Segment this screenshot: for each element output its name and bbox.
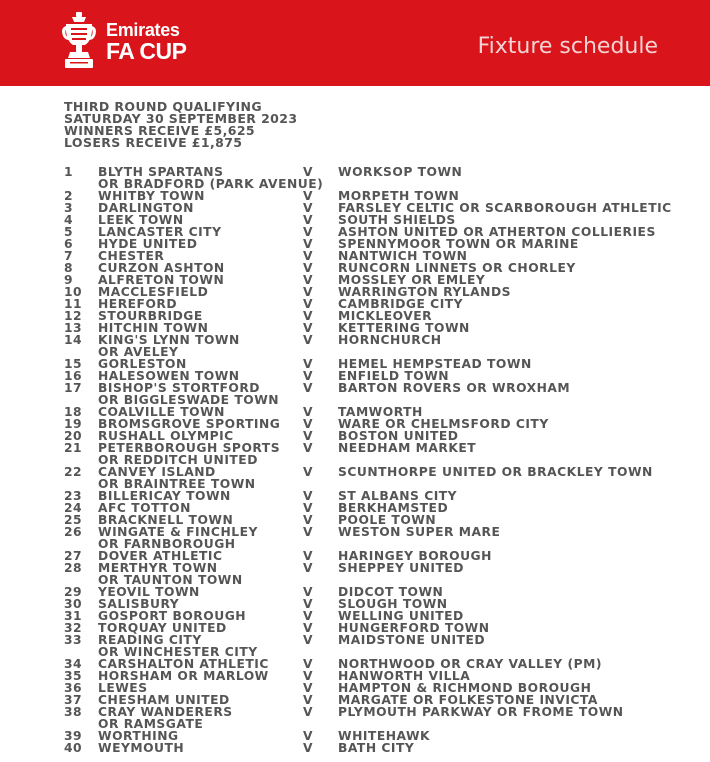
home-team-alternative: OR BRADFORD (PARK AVENUE): [98, 177, 324, 191]
fixture-number: 29: [64, 585, 83, 599]
home-team-name: BRACKNELL TOWN: [98, 513, 234, 527]
away-team: HANWORTH VILLA: [338, 669, 471, 683]
fixture-number: 37: [64, 693, 83, 707]
fixture-number: 13: [64, 321, 83, 335]
home-team-alternative: OR TAUNTON TOWN: [98, 573, 243, 587]
home-team-name: WINGATE & FINCHLEY: [98, 525, 258, 539]
home-team-alternative: OR BIGGLESWADE TOWN: [98, 393, 280, 407]
fixture-number: 38: [64, 705, 83, 719]
fa-cup-trophy-icon: [62, 12, 96, 70]
fixture-number: 8: [64, 261, 74, 275]
fixture-number: 14: [64, 333, 83, 347]
home-team-name: WEYMOUTH: [98, 741, 185, 755]
home-team-name: HEREFORD: [98, 297, 178, 311]
home-team-name: YEOVIL TOWN: [98, 585, 200, 599]
versus-label: V: [303, 741, 314, 755]
fixture-number: 26: [64, 525, 83, 539]
home-team-name: MERTHYR TOWN: [98, 561, 218, 575]
versus-label: V: [303, 657, 314, 671]
fixture-list: [64, 166, 704, 754]
home-team-name: RUSHALL OLYMPIC: [98, 429, 234, 443]
versus-label: V: [303, 165, 314, 179]
versus-label: V: [303, 273, 314, 287]
losers-prize: LOSERS RECEIVE £1,875: [64, 135, 243, 150]
versus-label: V: [303, 249, 314, 263]
home-team-name: HYDE UNITED: [98, 237, 198, 251]
home-team-name: BLYTH SPARTANS: [98, 165, 224, 179]
home-team: [98, 334, 240, 358]
brand-sponsor: Emirates: [106, 20, 180, 40]
fixture-number: 35: [64, 669, 83, 683]
away-team: WELLING UNITED: [338, 609, 464, 623]
away-team: ST ALBANS CITY: [338, 489, 458, 503]
away-team: NORTHWOOD OR CRAY VALLEY (PM): [338, 657, 602, 671]
fixture-number: 11: [64, 297, 83, 311]
away-team: NEEDHAM MARKET: [338, 441, 477, 455]
fixture-number: 23: [64, 489, 83, 503]
fixture-number: 39: [64, 729, 83, 743]
winners-prize: WINNERS RECEIVE £5,625: [64, 123, 256, 138]
home-team-name: GORLESTON: [98, 357, 187, 371]
home-team-name: READING CITY: [98, 633, 202, 647]
away-team: DIDCOT TOWN: [338, 585, 444, 599]
away-team: SCUNTHORPE UNITED OR BRACKLEY TOWN: [338, 465, 653, 479]
away-team: KETTERING TOWN: [338, 321, 470, 335]
away-team: WORKSOP TOWN: [338, 165, 463, 179]
home-team-name: CRAY WANDERERS: [98, 705, 233, 719]
away-team: BARTON ROVERS OR WROXHAM: [338, 381, 571, 395]
fixture-number: 10: [64, 285, 83, 299]
versus-label: V: [303, 609, 314, 623]
fixture-row: [64, 382, 704, 406]
fixture-number: 3: [64, 201, 74, 215]
versus-label: V: [303, 429, 314, 443]
away-team: HEMEL HEMPSTEAD TOWN: [338, 357, 532, 371]
fixture-number: 18: [64, 405, 83, 419]
versus-label: V: [303, 501, 314, 515]
fixture-number: 22: [64, 465, 83, 479]
versus-label: V: [303, 561, 314, 575]
away-team: ENFIELD TOWN: [338, 369, 450, 383]
versus-label: V: [303, 225, 314, 239]
home-team-name: CANVEY ISLAND: [98, 465, 216, 479]
fixture-number: 1: [64, 165, 74, 179]
home-team-name: BROMSGROVE SPORTING: [98, 417, 281, 431]
versus-label: V: [303, 285, 314, 299]
versus-label: V: [303, 417, 314, 431]
home-team: [98, 562, 243, 586]
fixture-number: 33: [64, 633, 83, 647]
fixture-number: 25: [64, 513, 83, 527]
home-team-name: GOSPORT BOROUGH: [98, 609, 247, 623]
fixture-row: [64, 562, 704, 586]
away-team: BOSTON UNITED: [338, 429, 459, 443]
versus-label: V: [303, 489, 314, 503]
away-team: WHITEHAWK: [338, 729, 431, 743]
fixture-row: [64, 634, 704, 658]
home-team-name: ALFRETON TOWN: [98, 273, 225, 287]
away-team: SOUTH SHIELDS: [338, 213, 456, 227]
home-team-name: WHITBY TOWN: [98, 189, 205, 203]
away-team: HUNGERFORD TOWN: [338, 621, 490, 635]
fixture-number: 9: [64, 273, 74, 287]
away-team: MORPETH TOWN: [338, 189, 460, 203]
away-team: MICKLEOVER: [338, 309, 433, 323]
away-team: SHEPPEY UNITED: [338, 561, 465, 575]
fixture-row: [64, 742, 704, 754]
away-team: BERKHAMSTED: [338, 501, 449, 515]
versus-label: V: [303, 729, 314, 743]
versus-label: V: [303, 201, 314, 215]
away-team: PLYMOUTH PARKWAY OR FROME TOWN: [338, 705, 624, 719]
home-team-alternative: OR RAMSGATE: [98, 717, 204, 731]
versus-label: V: [303, 705, 314, 719]
fixture-number: 24: [64, 501, 83, 515]
home-team-name: SALISBURY: [98, 597, 180, 611]
fixture-row: [64, 466, 704, 490]
home-team-name: HALESOWEN TOWN: [98, 369, 240, 383]
versus-label: V: [303, 213, 314, 227]
fixture-number: 19: [64, 417, 83, 431]
fixture-row: [64, 166, 704, 190]
versus-label: V: [303, 189, 314, 203]
versus-label: V: [303, 465, 314, 479]
versus-label: V: [303, 597, 314, 611]
home-team-name: WORTHING: [98, 729, 179, 743]
fixture-number: 15: [64, 357, 83, 371]
home-team-alternative: OR REDDITCH UNITED: [98, 453, 258, 467]
away-team: HAMPTON & RICHMOND BOROUGH: [338, 681, 592, 695]
fixture-number: 21: [64, 441, 83, 455]
versus-label: V: [303, 549, 314, 563]
fixture-number: 40: [64, 741, 83, 755]
home-team-name: TORQUAY UNITED: [98, 621, 227, 635]
round-name: THIRD ROUND QUALIFYING: [64, 99, 263, 114]
home-team-name: MACCLESFIELD: [98, 285, 209, 299]
page-title: Fixture schedule: [477, 34, 658, 59]
away-team: RUNCORN LINNETS OR CHORLEY: [338, 261, 576, 275]
away-team: WARE OR CHELMSFORD CITY: [338, 417, 549, 431]
header-banner: [0, 0, 710, 86]
fixture-number: 30: [64, 597, 83, 611]
away-team: SPENNYMOOR TOWN OR MARINE: [338, 237, 579, 251]
home-team: [98, 634, 258, 658]
fixture-number: 36: [64, 681, 83, 695]
fixture-number: 20: [64, 429, 83, 443]
versus-label: V: [303, 261, 314, 275]
home-team-name: CARSHALTON ATHLETIC: [98, 657, 269, 671]
away-team: TAMWORTH: [338, 405, 423, 419]
versus-label: V: [303, 633, 314, 647]
round-info: [64, 101, 297, 149]
home-team-name: KING'S LYNN TOWN: [98, 333, 240, 347]
versus-label: V: [303, 369, 314, 383]
home-team-name: DARLINGTON: [98, 201, 194, 215]
home-team-name: CHESTER: [98, 249, 165, 263]
home-team-name: BISHOP'S STORTFORD: [98, 381, 260, 395]
home-team-name: DOVER ATHLETIC: [98, 549, 223, 563]
versus-label: V: [303, 669, 314, 683]
away-team: MAIDSTONE UNITED: [338, 633, 486, 647]
home-team: [98, 742, 184, 754]
home-team-alternative: OR AVELEY: [98, 345, 179, 359]
fixture-row: [64, 442, 704, 466]
home-team-alternative: OR WINCHESTER CITY: [98, 645, 258, 659]
fixture-number: 16: [64, 369, 83, 383]
fixture-number: 7: [64, 249, 74, 263]
away-team: WARRINGTON RYLANDS: [338, 285, 512, 299]
versus-label: V: [303, 681, 314, 695]
home-team-name: PETERBOROUGH SPORTS: [98, 441, 281, 455]
home-team-name: AFC TOTTON: [98, 501, 191, 515]
fixture-number: 17: [64, 381, 83, 395]
brand-title: FA CUP: [106, 38, 187, 64]
fixture-row: [64, 526, 704, 550]
fixture-number: 27: [64, 549, 83, 563]
versus-label: V: [303, 381, 314, 395]
away-team: MOSSLEY OR EMLEY: [338, 273, 486, 287]
home-team: [98, 526, 258, 550]
versus-label: V: [303, 333, 314, 347]
fixture-row: [64, 706, 704, 730]
versus-label: V: [303, 585, 314, 599]
away-team: MARGATE OR FOLKESTONE INVICTA: [338, 693, 598, 707]
home-team: [98, 706, 233, 730]
fixture-number: 6: [64, 237, 74, 251]
away-team: HORNCHURCH: [338, 333, 442, 347]
away-team: HARINGEY BOROUGH: [338, 549, 492, 563]
away-team: WESTON SUPER MARE: [338, 525, 501, 539]
fixture-number: 34: [64, 657, 83, 671]
away-team: NANTWICH TOWN: [338, 249, 468, 263]
home-team: [98, 166, 323, 190]
home-team-name: STOURBRIDGE: [98, 309, 203, 323]
fixture-number: 5: [64, 225, 74, 239]
fixture-number: 32: [64, 621, 83, 635]
versus-label: V: [303, 693, 314, 707]
home-team-alternative: OR FARNBOROUGH: [98, 537, 236, 551]
fixture-number: 2: [64, 189, 74, 203]
fixture-number: 31: [64, 609, 83, 623]
home-team: [98, 382, 279, 406]
versus-label: V: [303, 297, 314, 311]
versus-label: V: [303, 621, 314, 635]
versus-label: V: [303, 237, 314, 251]
away-team: SLOUGH TOWN: [338, 597, 448, 611]
versus-label: V: [303, 405, 314, 419]
home-team-alternative: OR BRAINTREE TOWN: [98, 477, 256, 491]
away-team: POOLE TOWN: [338, 513, 437, 527]
round-date: SATURDAY 30 SEPTEMBER 2023: [64, 111, 298, 126]
versus-label: V: [303, 309, 314, 323]
home-team-name: COALVILLE TOWN: [98, 405, 225, 419]
fixture-row: [64, 334, 704, 358]
home-team-name: BILLERICAY TOWN: [98, 489, 231, 503]
fixture-number: 12: [64, 309, 83, 323]
home-team-name: LANCASTER CITY: [98, 225, 222, 239]
away-team: FARSLEY CELTIC OR SCARBOROUGH ATHLETIC: [338, 201, 672, 215]
home-team: [98, 466, 256, 490]
versus-label: V: [303, 321, 314, 335]
home-team-name: HORSHAM OR MARLOW: [98, 669, 269, 683]
home-team-name: CURZON ASHTON: [98, 261, 225, 275]
home-team-name: LEEK TOWN: [98, 213, 184, 227]
away-team: ASHTON UNITED OR ATHERTON COLLIERIES: [338, 225, 656, 239]
home-team: [98, 442, 280, 466]
home-team-name: HITCHIN TOWN: [98, 321, 209, 335]
away-team: BATH CITY: [338, 741, 415, 755]
home-team-name: CHESHAM UNITED: [98, 693, 230, 707]
home-team-name: LEWES: [98, 681, 148, 695]
fixture-number: 28: [64, 561, 83, 575]
away-team: CAMBRIDGE CITY: [338, 297, 464, 311]
fixture-number: 4: [64, 213, 74, 227]
versus-label: V: [303, 357, 314, 371]
versus-label: V: [303, 513, 314, 527]
versus-label: V: [303, 441, 314, 455]
versus-label: V: [303, 525, 314, 539]
